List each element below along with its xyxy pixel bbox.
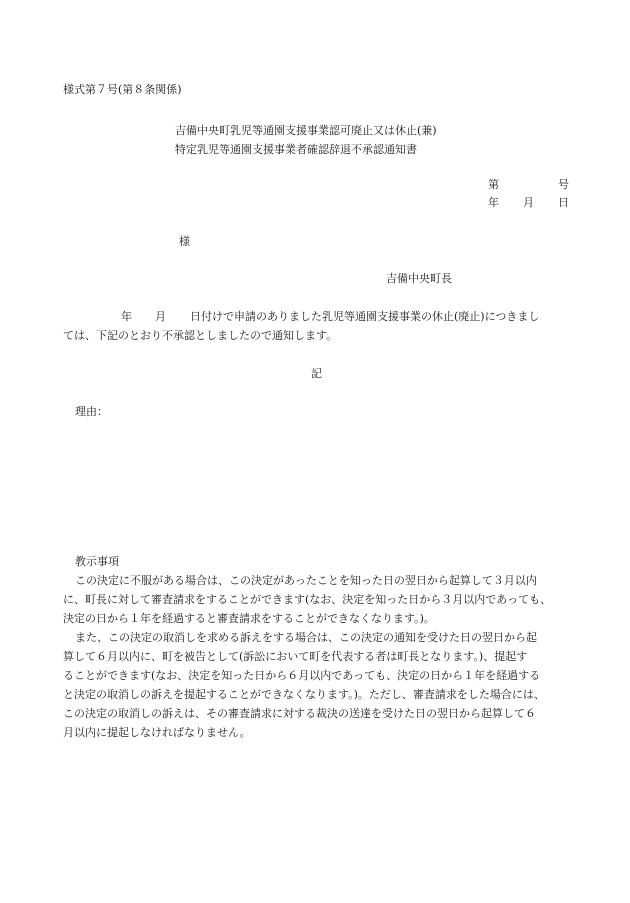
instruction-line: また、この決定の取消しを求める訴えをする場合は、この決定の通知を受けた日の翌日から起 [75,631,537,644]
doc-number-prefix: 第 [488,178,499,191]
instruction-line: 決定の日から１年を経過すると審査請求をすることができなくなります。)。 [63,612,435,625]
instruction-line: ることができます(なお、決定を知った日から６月以内であっても、決定の日から１年を経過する [63,669,541,682]
document-title-line1: 吉備中央町乳児等通園支援事業認可廃止又は休止(兼) [175,124,437,137]
date-month: 月 [523,196,534,209]
body-line1: 日付けで申請のありました乳児等通園支援事業の休止(廃止)につきまし [190,310,540,323]
body-year: 年 [121,310,132,323]
date-day: 日 [558,196,569,209]
reason-label: 理由： [75,405,108,418]
body-month: 月 [155,310,166,323]
body-line2: ては、下記のとおり不承認としましたので通知します。 [63,329,338,342]
instruction-heading: 教示事項 [75,555,119,568]
sender-name: 吉備中央町長 [386,272,452,285]
ki-heading: 記 [311,367,322,380]
date-year: 年 [488,196,499,209]
instruction-line: 算して６月以内に、町を被告として(訴訟において町を代表する者は町長となります。)、提起す [63,650,528,663]
doc-number-suffix: 号 [558,178,569,191]
addressee-suffix: 様 [179,235,190,248]
instruction-line: と決定の取消しの訴えを提起することができなくなります。)。ただし、審査請求をした場合には、 [63,688,545,701]
document-title-line2: 特定乳児等通園支援事業者確認辞退不承認通知書 [175,143,417,156]
instruction-line: この決定の取消しの訴えは、その審査請求に対する裁決の送達を受けた日の翌日から起算して６ [63,707,536,720]
instruction-line: この決定に不服がある場合は、この決定があったことを知った日の翌日から起算して３月以内 [75,574,537,587]
form-number: 様式第７号(第８条関係) [63,83,182,96]
instruction-line: 月以内に提起しなければなりません。 [63,726,251,739]
instruction-line: に、町長に対して審査請求をすることができます(なお、決定を知った日から３月以内であっても、 [63,593,552,606]
